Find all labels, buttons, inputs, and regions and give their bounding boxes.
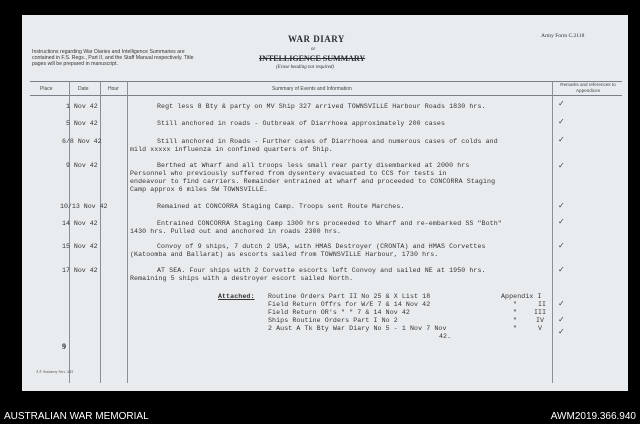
attached-appendix: II	[538, 301, 547, 308]
entry-line: Entrained CONCORRA Staging Camp 1300 hrs proceeded to Wharf and re-embarked SS "Both"	[157, 220, 502, 227]
war-diary-page	[22, 15, 628, 391]
entry-line: Convoy of 9 ships, 7 dutch 2 USA, with HMAS Destroyer (CRONTA) and HMAS Corvettes	[157, 243, 486, 250]
ditto-mark: "	[513, 309, 518, 316]
attached-appendix: Appendix I	[501, 293, 542, 300]
entry-line: Camp approx 6 miles SW TOWNSVILLE.	[130, 186, 268, 193]
page-title: WAR DIARY	[288, 34, 345, 44]
check-mark-icon: ✓	[558, 99, 565, 108]
attached-appendix: IV	[536, 317, 545, 324]
entry-line: Still anchored in roads - Outbreak of Diarrhoea approximately 200 cases	[157, 120, 446, 127]
entry-line: (Katoomba and Ballarat) as escorts sailed from TOWNSVILLE Harbour, 1730 hrs.	[130, 251, 439, 258]
entry-line: Still anchored in Roads - Further cases of Diarrhoea and numerous cases of colds and	[157, 138, 498, 145]
column-header-remarks: Remarks and references to Appendices	[560, 82, 616, 93]
column-divider-remarks	[552, 81, 553, 383]
header-bottom-rule	[30, 95, 622, 96]
check-mark-icon: ✓	[558, 135, 565, 144]
entry-date: 10/13 Nov 42	[60, 203, 108, 210]
attached-item: Field Return Offrs for W/E 7 & 14 Nov 42	[268, 301, 431, 308]
entry-date: 17 Nov 42	[62, 267, 98, 274]
attached-label: Attached:	[218, 293, 255, 300]
army-form-label: Army Form C.2118	[541, 33, 585, 39]
table-top-rule	[30, 81, 622, 82]
margin-number: 9	[62, 342, 66, 351]
attached-item: 42.	[439, 333, 452, 340]
column-divider-date	[100, 81, 101, 383]
column-header-summary: Summary of Events and Information	[272, 86, 352, 92]
entry-line: Remaining 5 ships with a destroyer escort sailed North.	[130, 275, 354, 282]
print-note: A.F. Stationery Serv. 4/42	[36, 370, 74, 374]
entry-line: Personnel who previously suffered from dysentery evacuated to CCS for tests in	[130, 170, 447, 177]
entry-line: endeavour to find carriers. Remainder entrained at wharf and proceeded to CONCORRA Staging	[130, 178, 496, 185]
check-mark-icon: ✓	[558, 201, 565, 210]
footer-catalog-id: AWM2019.366.940	[550, 411, 636, 422]
erase-note: (Erase heading not required)	[276, 65, 335, 70]
column-header-place: Place	[40, 86, 53, 92]
entry-date: 14 Nov 42	[62, 220, 98, 227]
entry-date: 5 Nov 42	[66, 120, 98, 127]
ditto-mark: "	[513, 325, 518, 332]
page-subtitle: INTELLIGENCE SUMMARY	[259, 54, 366, 63]
check-mark-icon: ✓	[558, 327, 565, 336]
title-or: or	[311, 47, 316, 52]
footer-institution: AUSTRALIAN WAR MEMORIAL	[4, 411, 149, 422]
column-header-hour: Hour	[108, 86, 119, 92]
attached-item: Ships Routine Orders Part I No 2	[268, 317, 398, 324]
attached-appendix: V	[538, 325, 543, 332]
instructions-text: Instructions regarding War Diaries and Intelligence Summaries are contained in F.S. Regs., Part II, and the Staff Manual respectively. Title pages will be prepared in manuscript.	[32, 49, 194, 67]
attached-appendix: III	[534, 309, 547, 316]
entry-line: AT SEA. Four ships with 2 Corvette escorts left Convoy and sailed NE at 1950 hrs.	[157, 267, 486, 274]
entry-line: Remained at CONCORRA Staging Camp. Troops sent Route Marches.	[157, 203, 405, 210]
attached-item: 2 Aust A Tk Bty War Diary No 5 - 1 Nov 7 Nov	[268, 325, 447, 332]
check-mark-icon: ✓	[558, 299, 565, 308]
column-divider-hour	[127, 81, 128, 383]
entry-line: mild xxxxx influenza in confined quarters of Ship.	[130, 146, 333, 153]
check-mark-icon: ✓	[558, 161, 565, 170]
attached-item: Routine Orders Part II No 25 & X List 18	[268, 293, 431, 300]
attached-item: Field Return OR's " " 7 & 14 Nov 42	[268, 309, 410, 316]
entry-date: 6/8 Nov 42	[62, 138, 102, 145]
check-mark-icon: ✓	[558, 217, 565, 226]
entry-date: 15 Nov 42	[62, 243, 98, 250]
check-mark-icon: ✓	[558, 241, 565, 250]
entry-line: Regt less 8 Bty & party on MV Ship 327 arrived TOWNSVILLE Harbour Roads 1830 hrs.	[157, 103, 486, 110]
entry-date: 9 Nov 42	[66, 162, 98, 169]
check-mark-icon: ✓	[558, 265, 565, 274]
check-mark-icon: ✓	[558, 117, 565, 126]
entry-line: 1430 hrs. Pulled out and anchored in roads 2300 hrs.	[130, 228, 341, 235]
ditto-mark: "	[513, 301, 518, 308]
column-header-date: Date	[78, 86, 89, 92]
check-mark-icon: ✓	[558, 315, 565, 324]
entry-date: 1 Nov 42	[66, 103, 98, 110]
ditto-mark: "	[513, 317, 518, 324]
entry-line: Berthed at Wharf and all troops less small rear party disembarked at 2000 hrs	[157, 162, 470, 169]
